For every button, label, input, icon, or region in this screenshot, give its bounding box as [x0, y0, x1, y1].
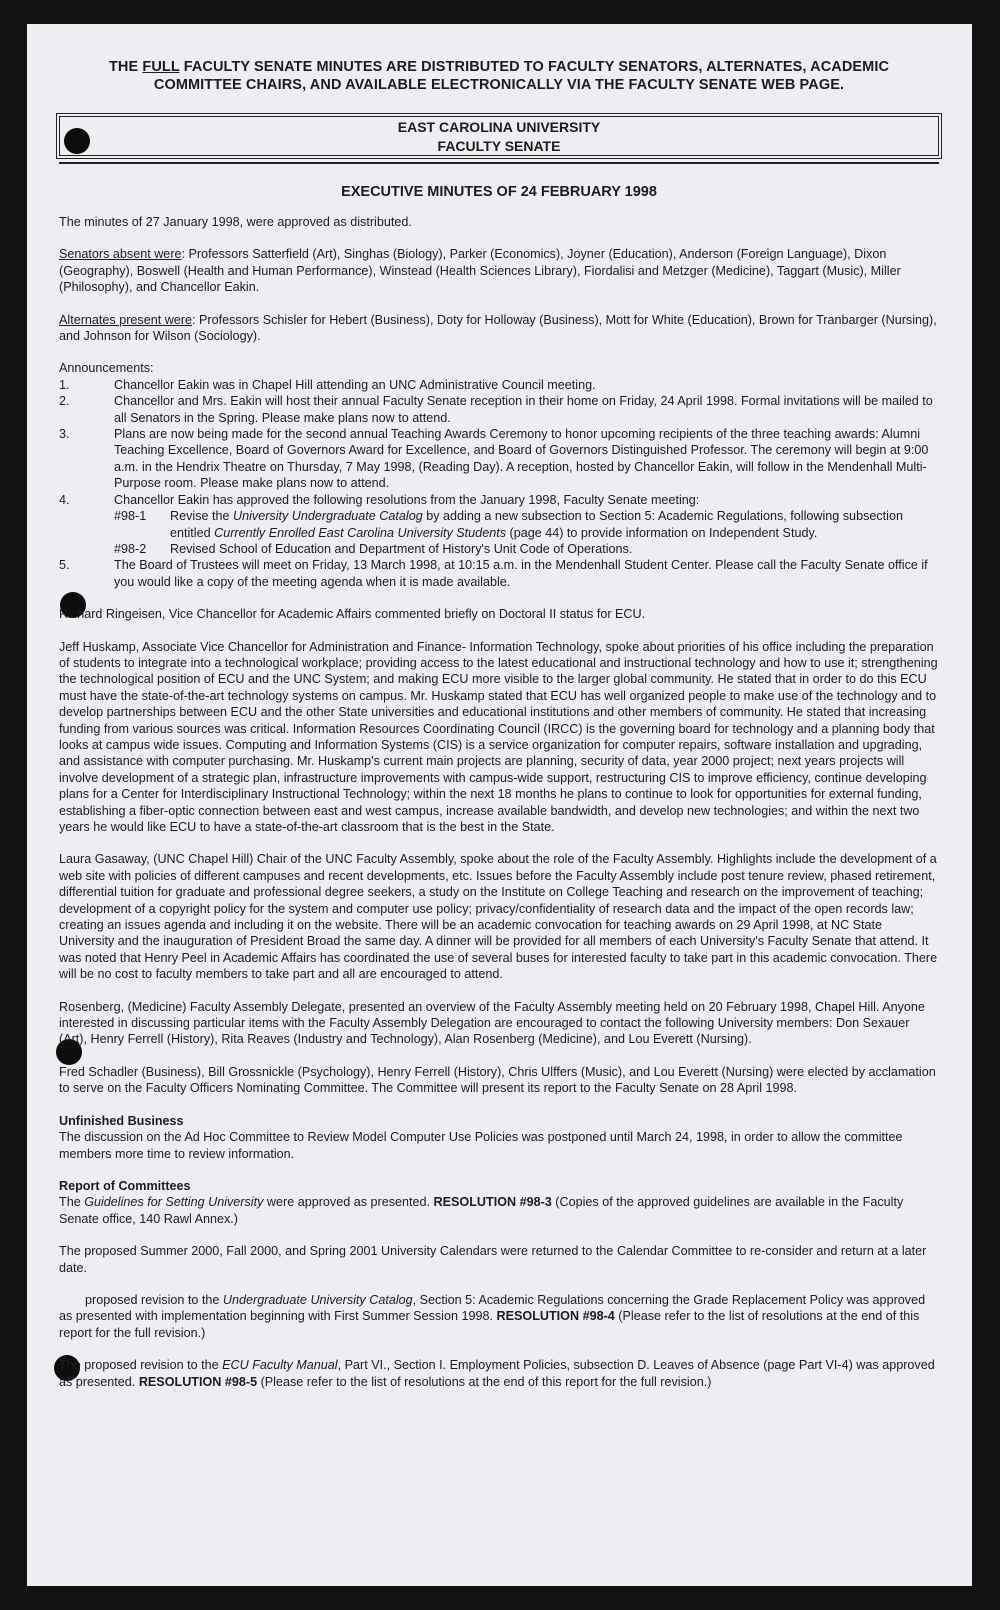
university-name: EAST CAROLINA UNIVERSITY — [397, 119, 601, 135]
announcements-heading: Announcements: — [59, 361, 154, 376]
item-text: Chancellor Eakin was in Chapel Hill attending an UNC Administrative Council meeting. — [114, 377, 596, 392]
absent-label: Senators absent were — [59, 247, 182, 262]
committee-paragraph-1: The Guidelines for Setting University were approved as presented. RESOLUTION #98-3 (Copies of the approved guidelines are available in the Faculty Senate office, 140 Rawl Annex.) — [59, 1195, 904, 1226]
banner-full: FULL — [142, 59, 180, 75]
banner-prefix: THE — [108, 59, 143, 75]
list-item — [59, 377, 939, 393]
minutes-body — [59, 214, 939, 1390]
resolution-label: RESOLUTION #98-4 — [496, 1309, 615, 1324]
senate-name: FACULTY SENATE — [437, 138, 561, 154]
committee-paragraph-4: The proposed revision to the ECU Faculty Manual, Part VI., Section I. Employment Policies, subsection D. Leaves of Absence (page Part VI-4) was approved as presented. RESOLUTION #98-5 (Please refer to the list of resolutions at the end of this report for the full revision.) — [59, 1358, 935, 1389]
absent-text: : Professors Satterfield (Art), Singhas (Biology), Parker (Economics), Joyner (Education), Anderson (Foreign Language), Dixon (Geography), Boswell (Health and Human Performance), Winstead (Health Sciences Library), Fiordalisi and Metzger (Medicine), Taggart (Music), Miller (Philosophy), and Chancellor Eakin. — [59, 247, 901, 295]
unfinished-heading: Unfinished Business — [59, 1113, 184, 1128]
unfinished-text: The discussion on the Ad Hoc Committee to Review Model Computer Use Policies was postponed until March 24, 1998, in order to allow the committee members more time to review information. — [59, 1130, 903, 1161]
item-text: Chancellor and Mrs. Eakin will host their annual Faculty Senate reception in their home on Friday, 24 April 1998. Formal invitations will be mailed to all Senators in the Spring. Please make plans now to attend. — [114, 394, 933, 425]
alternates-paragraph — [59, 312, 939, 345]
resolution-item — [114, 508, 939, 541]
committee-paragraph-3: proposed revision to the Undergraduate University Catalog, Section 5: Academic Regulations concerning the Grade Replacement Policy was approved as presented with implementation beginning with First Summer Session 1998. RESOLUTION #98-4 (Please refer to the list of resolutions at the end of this report for the full revision.) — [59, 1292, 926, 1340]
document-page — [27, 24, 972, 1586]
resolution-item — [114, 541, 939, 557]
list-item — [59, 426, 939, 492]
resolution-number: #98-2 — [114, 541, 147, 556]
ringeisen-paragraph: Richard Ringeisen, Vice Chancellor for Academic Affairs commented briefly on Doctoral II status for ECU. — [59, 607, 646, 622]
item-number: 3. — [59, 427, 70, 442]
item-number: 5. — [59, 558, 70, 573]
gasaway-paragraph: Laura Gasaway, (UNC Chapel Hill) Chair of the UNC Faculty Assembly, spoke about the role of the Faculty Assembly. Highlights include the development of a web site with policies of different campuses and recent developments, etc. Issues before the Faculty Assembly include post tenure review, phased retirement, differential tuition for graduate and professional degree seekers, a study on the Institute on College Teaching and research on the improvement of teaching; development of a copyright policy for the system and computer use policy; privacy/confidentiality of research data and the impact of the open records law; creating an issues agenda and including it on the website. There will be an academic convocation for teaching awards on 29 April 1998, at NC State University and the inauguration of President Broad the same day. A dinner will be provided for all members of each University's Faculty Senate that attend. It was noted that Henry Peel in Academic Affairs has coordinated the use of several buses for interested faculty to take part in this academic convocation. There will be no cost to faculty members to take part and all are encouraged to attend. — [59, 852, 938, 982]
rosenberg-paragraph: Rosenberg, (Medicine) Faculty Assembly Delegate, presented an overview of the Faculty Assembly meeting held on 20 February 1998, Chapel Hill. Anyone interested in discussing particular items with the Faculty Assembly Delegation are encouraged to contact the following University members: Don Sexauer (Art), Henry Ferrell (History), Rita Reaves (Industry and Technology), Alan Rosenberg (Medicine), and Lou Everett (Nursing). — [59, 999, 925, 1047]
resolution-text: Revise the University Undergraduate Catalog by adding a new subsection to Section 5: Academic Regulations, following subsection entitled Currently Enrolled East Carolina University Students (page 44) to provide information on Independent Study. — [170, 509, 903, 540]
distribution-banner — [59, 58, 939, 94]
committee-paragraph-2: The proposed Summer 2000, Fall 2000, and Spring 2001 University Calendars were returned to the Calendar Committee to re-consider and return at a later date. — [59, 1244, 927, 1275]
list-item — [59, 393, 939, 426]
list-item — [59, 492, 939, 558]
resolution-text: Revised School of Education and Department of History's Unit Code of Operations. — [170, 541, 633, 556]
item-number: 1. — [59, 377, 70, 392]
huskamp-paragraph: Jeff Huskamp, Associate Vice Chancellor for Administration and Finance- Information Technology, spoke about priorities of his office including the preparation of students to integrate into a technological workplace; providing access to the latest educational and instructional technology and how to use it; strengthening the technological position of ECU and the UNC System; and making ECU more visible to the larger global community. He stated that in order to do this ECU must have the state-of-the-art technology systems on campus. Mr. Huskamp stated that ECU has well organized people to make use of the technology and to develop partnerships between ECU and the other State universities and educational institutions and other members of community. He stated that increasing funding from various sources was critical. Information Resources Coordinating Council (IRCC) is the governing board for technology and a planning body that looks at campus wide issues. Computing and Information Systems (CIS) is a service organization for computer repairs, software installation and upgrading, and assistance with computer purchasing. Mr. Huskamp's current main projects are planning, security of data, year 2000 project; next years projects will involve development of a strategic plan, infrastructure improvements with campus-wide support, restructuring CIS to improve efficiency, continue developing plans for a Center for Interdisciplinary Instructional Technology; within the next 18 months he plans to continue to look for opportunities for external funding, establishing a fiber-optic connection between east and west campus, increase available bandwidth, and develop new technologies; and within the next two years he would like ECU to have a state-of-the-art classroom that is the best in the State. — [59, 639, 938, 834]
item-number: 4. — [59, 492, 70, 507]
resolution-label: RESOLUTION #98-5 — [138, 1374, 258, 1389]
item-number: 2. — [59, 394, 70, 409]
item-text: Plans are now being made for the second annual Teaching Awards Ceremony to honor upcoming recipients of the three teaching awards: Alumni Teaching Excellence, Board of Governors Award for Excellence, and Board of Governors Distinguished Professor. The ceremony will begin at 9:00 a.m. in the Hendrix Theatre on Thursday, 7 May 1998, (Reading Day). A reception, hosted by Chancellor Eakin, will follow in the Mendenhall Multi-Purpose room. Please make plans now to attend. — [114, 427, 929, 491]
document-content — [59, 58, 939, 1390]
committees-heading: Report of Committees — [59, 1178, 191, 1193]
absent-paragraph — [59, 246, 939, 295]
item-text: Chancellor Eakin has approved the following resolutions from the January 1998, Faculty Senate meeting: — [114, 492, 700, 507]
approval-text: The minutes of 27 January 1998, were approved as distributed. — [59, 215, 412, 229]
alternates-label: Alternates present were — [59, 312, 193, 327]
list-item — [59, 557, 939, 590]
resolution-label: RESOLUTION #98-3 — [433, 1195, 552, 1210]
resolution-number: #98-1 — [114, 509, 147, 524]
header-rule — [59, 159, 939, 164]
schadler-paragraph: Fred Schadler (Business), Bill Grossnickle (Psychology), Henry Ferrell (History), Chris Ulffers (Music), and Lou Everett (Nursing) were elected by acclamation to serve on the Faculty Officers Nominating Committee. The Committee will present its report to the Faculty Senate on 28 April 1998. — [59, 1064, 936, 1096]
item-text: The Board of Trustees will meet on Friday, 13 March 1998, at 10:15 a.m. in the Mendenhall Student Center. Please call the Faculty Senate office if you would like a copy of the meeting agenda when it is made available. — [114, 558, 928, 589]
alternates-text: : Professors Schisler for Hebert (Business), Doty for Holloway (Business), Mott for White (Education), Brown for Tranbarger (Nursing), and Johnson for Wilson (Sociology). — [59, 312, 937, 344]
header-box — [59, 116, 939, 156]
banner-rest: FACULTY SENATE MINUTES ARE DISTRIBUTED TO FACULTY SENATORS, ALTERNATES, ACADEMIC COMMITTEE CHAIRS, AND AVAILABLE ELECTRONICALLY VIA THE FACULTY SENATE WEB PAGE. — [153, 59, 890, 93]
page-title: EXECUTIVE MINUTES OF 24 FEBRUARY 1998 — [341, 184, 657, 200]
